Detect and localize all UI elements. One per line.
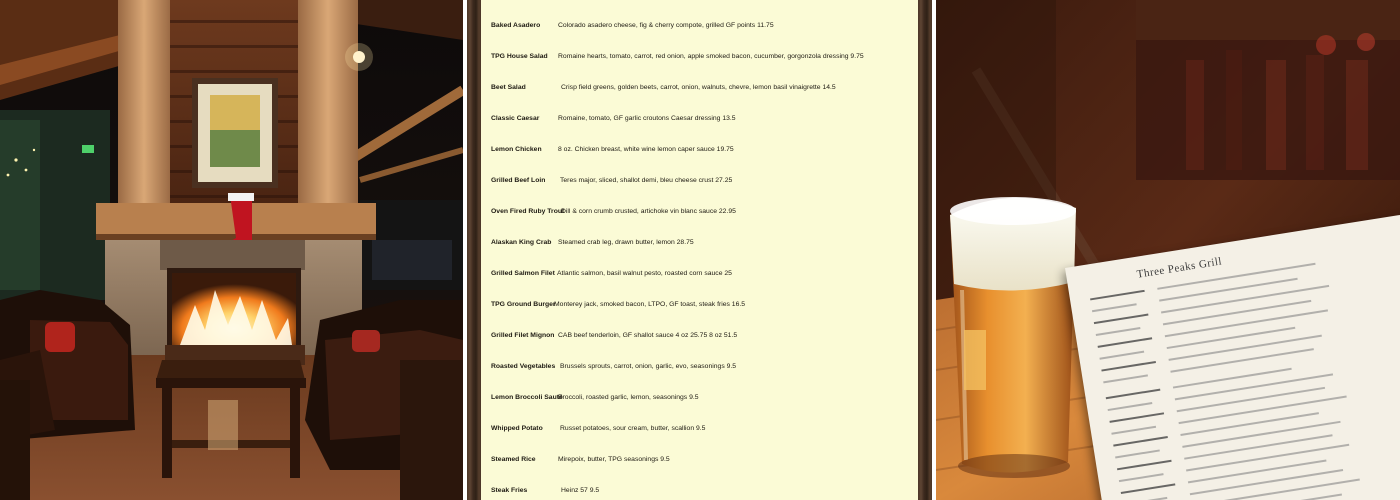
menu-item (491, 360, 910, 374)
menu-item-description: Romaine hearts, tomato, carrot, red onion, apple smoked bacon, cucumber, gorgonzola dressing 9.75 (558, 53, 864, 60)
table-menu-text-line (1190, 469, 1343, 495)
table-menu-text-line (1182, 421, 1340, 448)
menu-item-description: Heinz 57 9.5 (561, 487, 600, 494)
table-menu-text-line (1115, 449, 1160, 458)
fireplace-lounge-photo (0, 0, 463, 500)
menu-item-name: TPG House Salad (491, 53, 548, 60)
menu-item-description: Brussels sprouts, carrot, onion, garlic, evo, seasonings 9.5 (560, 363, 737, 370)
table-menu-text-line (1119, 473, 1164, 482)
menu-item-name: Baked Asadero (491, 22, 541, 29)
table-menu-text-line (1098, 337, 1153, 348)
menu-item (491, 236, 910, 250)
menu-item-description: Teres major, sliced, shallot demi, bleu cheese crust 27.25 (560, 177, 733, 184)
table-menu-text-line (1180, 412, 1319, 436)
menu-item (491, 50, 910, 64)
menu-item-description: Mirepoix, butter, TPG seasonings 9.5 (558, 456, 670, 463)
menu-item-name: Lemon Broccoli Sauté (491, 394, 563, 401)
menu-item-name: Lemon Chicken (491, 146, 542, 153)
fireplace-lounge-scene (0, 0, 463, 500)
wood-frame-right (918, 0, 932, 500)
table-menu-text-line (1101, 361, 1156, 372)
menu-item-name: Beet Salad (491, 84, 526, 91)
menu-photo (467, 0, 932, 500)
menu-item-description: 8 oz. Chicken breast, white wine lemon caper sauce 19.75 (558, 146, 734, 153)
table-menu-text-line (1177, 387, 1325, 412)
table-menu-text-line (1184, 434, 1332, 459)
menu-item (491, 484, 910, 498)
menu-item (491, 143, 910, 157)
menu-item-name: Whipped Potato (491, 425, 543, 432)
table-menu-text-line (1168, 335, 1321, 361)
menu-item-description: Broccoli, roasted garlic, lemon, seasonings 9.5 (558, 394, 699, 401)
table-menu-text-line (1113, 436, 1168, 447)
menu-item-description: Colorado asadero cheese, fig & cherry compote, grilled GF points 11.75 (558, 22, 774, 29)
wood-frame-left (467, 0, 481, 500)
menu-item-name: Alaskan King Crab (491, 239, 552, 246)
table-menu-text-line (1159, 278, 1298, 302)
menu-item-name: Oven Fired Ruby Trout (491, 208, 565, 215)
menu-item (491, 205, 910, 219)
table-menu-text-line (1092, 303, 1137, 312)
menu-item-name: Roasted Vegetables (491, 363, 556, 370)
menu-item-name: Grilled Filet Mignon (491, 332, 555, 339)
table-menu-text-line (1173, 368, 1292, 389)
table-menu-title: Three Peaks Grill (1136, 255, 1223, 281)
menu-item (491, 422, 910, 436)
table-menu-text-line (1121, 483, 1176, 494)
table-menu-text-line (1170, 348, 1314, 373)
menu-item-name: Steamed Rice (491, 456, 536, 463)
table-menu-text-line (1186, 444, 1349, 472)
menu-item (491, 298, 910, 312)
menu-item-description: Romaine, tomato, GF garlic croutons Caesar dressing 13.5 (558, 115, 736, 122)
table-menu-text-line (1167, 327, 1296, 349)
table-menu-text-line (1109, 412, 1164, 423)
menu-item-description: Atlantic salmon, basil walnut pesto, roasted corn sauce 25 (557, 270, 732, 277)
table-menu-text-line (1163, 300, 1311, 325)
menu-item (491, 453, 910, 467)
menu-item (491, 391, 910, 405)
menu-item-description: Russet potatoes, sour cream, butter, scallion 9.5 (560, 425, 706, 432)
menu-item (491, 19, 910, 33)
table-menu-text-line (1090, 290, 1145, 301)
menu-page (481, 0, 918, 500)
menu-item-description: Monterey jack, smoked bacon, LTPO, GF toast, steak fries 16.5 (554, 301, 746, 308)
table-menu-text-line (1096, 327, 1141, 336)
menu-item (491, 329, 910, 343)
menu-item (491, 174, 910, 188)
table-menu-text-line (1103, 374, 1148, 383)
menu-item-description: Dill & corn crumb crusted, artichoke vin blanc sauce 22.95 (561, 208, 736, 215)
menu-item-name: Grilled Salmon Filet (491, 270, 555, 277)
table-menu-text-line (1165, 309, 1328, 337)
menu-item-name: Steak Fries (491, 487, 528, 494)
table-menu-text-line (1106, 389, 1161, 400)
table-menu-text-line (1117, 460, 1172, 471)
table-menu-text-line (1108, 402, 1153, 411)
menu-item-name: Classic Caesar (491, 115, 540, 122)
menu-item-name: Grilled Beef Loin (491, 177, 546, 184)
menu-item-name: TPG Ground Burger (491, 301, 556, 308)
table-menu-text-line (1111, 426, 1156, 435)
menu-item-description: Steamed crab leg, drawn butter, lemon 28.75 (558, 239, 694, 246)
menu-item-description: Crisp field greens, golden beets, carrot, onion, walnuts, chevre, lemon basil vinaigrette 14.5 (561, 84, 836, 91)
menu-item (491, 267, 910, 281)
table-menu-text-line (1188, 460, 1327, 484)
table-menu-text-line (1094, 314, 1149, 325)
table-menu-text-line (1175, 373, 1333, 400)
table-menu-text-line (1099, 351, 1144, 360)
menu-item (491, 81, 910, 95)
menu-item (491, 112, 910, 126)
menu-item-description: CAB beef tenderloin, GF shallot sauce 4 oz 25.75 8 oz 51.5 (558, 332, 738, 339)
